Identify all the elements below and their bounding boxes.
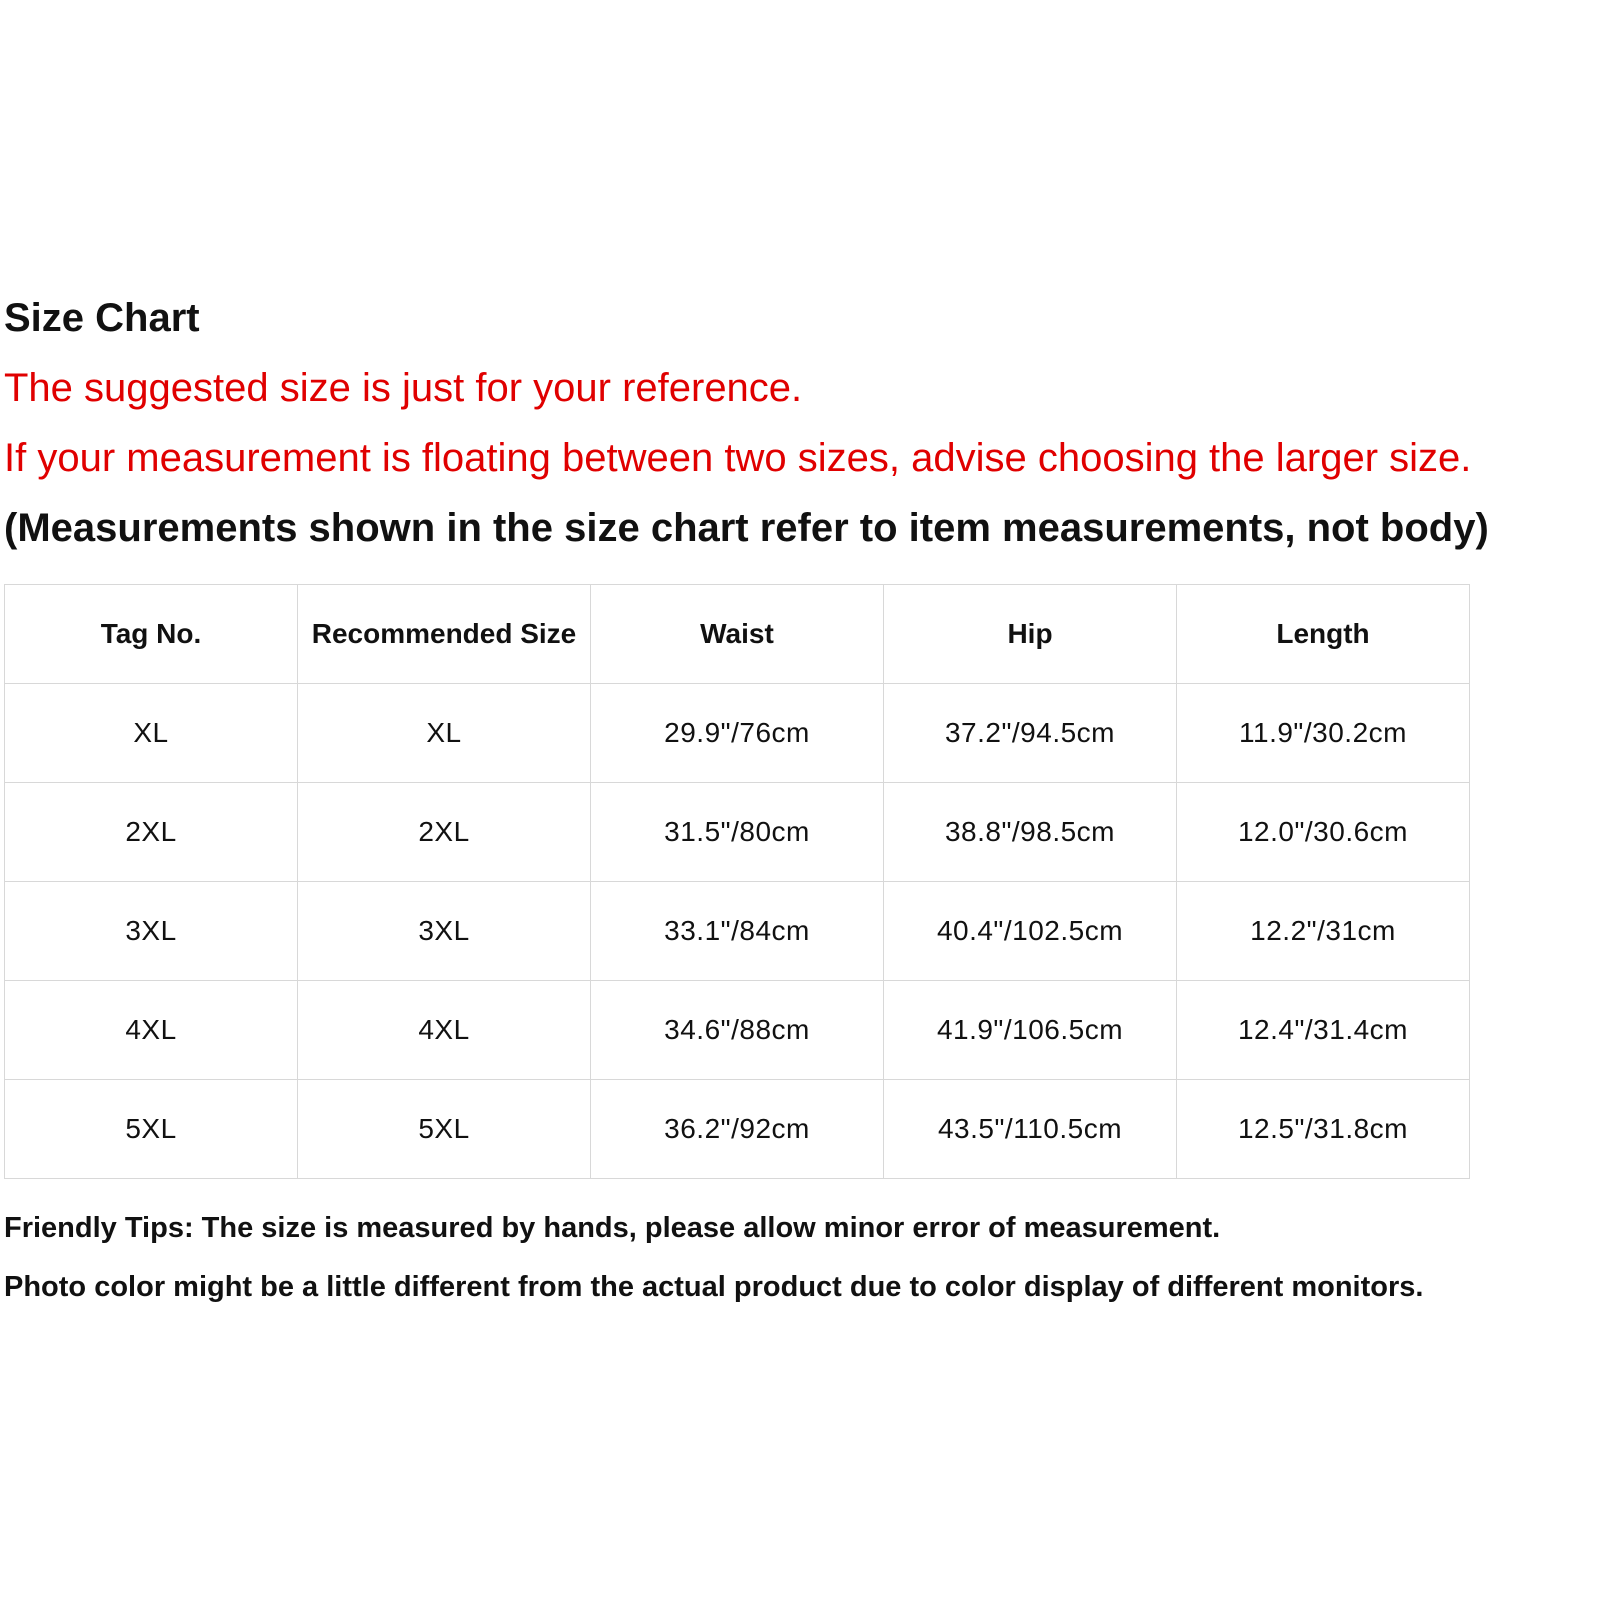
cell-waist: 36.2"/92cm [591, 1080, 884, 1179]
table-row [5, 1080, 1470, 1179]
measurement-disclaimer: (Measurements shown in the size chart refer to item measurements, not body) [4, 506, 1489, 550]
cell-recommended-size: 4XL [298, 981, 591, 1080]
cell-length: 12.2"/31cm [1177, 882, 1470, 981]
cell-length: 12.0"/30.6cm [1177, 783, 1470, 882]
table-row [5, 981, 1470, 1080]
cell-recommended-size: 2XL [298, 783, 591, 882]
header-hip: Hip [884, 585, 1177, 684]
color-tip: Photo color might be a little different from the actual product due to color display of different monitors. [4, 1271, 1424, 1303]
cell-hip: 37.2"/94.5cm [884, 684, 1177, 783]
cell-tag-no: 3XL [5, 882, 298, 981]
table-row [5, 684, 1470, 783]
cell-tag-no: 2XL [5, 783, 298, 882]
cell-length: 11.9"/30.2cm [1177, 684, 1470, 783]
header-recommended-size: Recommended Size [298, 585, 591, 684]
cell-waist: 34.6"/88cm [591, 981, 884, 1080]
cell-hip: 41.9"/106.5cm [884, 981, 1177, 1080]
cell-tag-no: 5XL [5, 1080, 298, 1179]
cell-length: 12.4"/31.4cm [1177, 981, 1470, 1080]
cell-recommended-size: XL [298, 684, 591, 783]
cell-hip: 40.4"/102.5cm [884, 882, 1177, 981]
cell-waist: 33.1"/84cm [591, 882, 884, 981]
cell-tag-no: XL [5, 684, 298, 783]
friendly-tip: Friendly Tips: The size is measured by hands, please allow minor error of measurement. [4, 1212, 1221, 1244]
cell-waist: 29.9"/76cm [591, 684, 884, 783]
cell-waist: 31.5"/80cm [591, 783, 884, 882]
cell-recommended-size: 3XL [298, 882, 591, 981]
cell-hip: 43.5"/110.5cm [884, 1080, 1177, 1179]
header-length: Length [1177, 585, 1470, 684]
cell-length: 12.5"/31.8cm [1177, 1080, 1470, 1179]
header-waist: Waist [591, 585, 884, 684]
header-tag-no: Tag No. [5, 585, 298, 684]
table-row [5, 882, 1470, 981]
table-header-row [5, 585, 1470, 684]
cell-tag-no: 4XL [5, 981, 298, 1080]
table-row [5, 783, 1470, 882]
size-table [4, 584, 1470, 1179]
cell-hip: 38.8"/98.5cm [884, 783, 1177, 882]
reference-note: The suggested size is just for your reference. [4, 366, 803, 410]
page-title: Size Chart [4, 296, 200, 340]
sizing-advice-note: If your measurement is floating between two sizes, advise choosing the larger size. [4, 436, 1472, 480]
cell-recommended-size: 5XL [298, 1080, 591, 1179]
